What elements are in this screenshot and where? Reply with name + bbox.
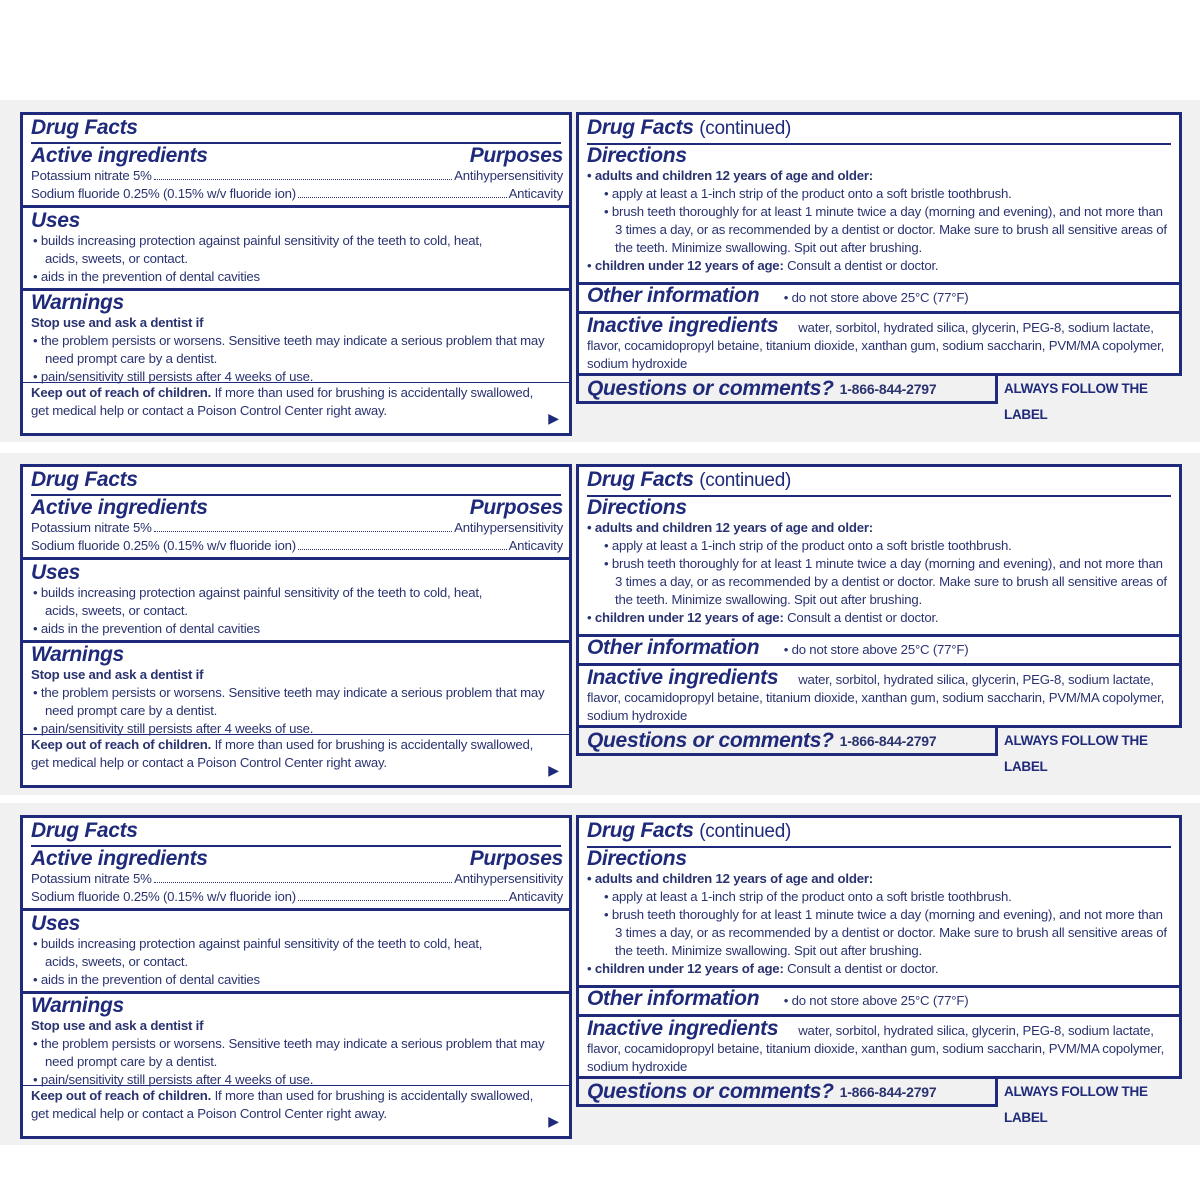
uses-heading: Uses [31, 209, 81, 232]
inactive-ingredients-section [579, 1014, 1179, 1076]
stop-use-heading: Stop use and ask a dentist if [31, 667, 204, 682]
ingredient-row [31, 185, 563, 203]
uses-section [23, 557, 569, 638]
questions-box [576, 1079, 998, 1107]
ingredient-purpose: Antihypersensitivity [454, 520, 563, 535]
ingredient-row [31, 167, 563, 185]
inactive-ingredients-text: Inactive ingredients water, sorbitol, hydrated silica, glycerin, PEG-8, sodium lactate, flavor, cocamidopropyl betaine, titanium dioxide, xanthan gum, sodium saccharin, PVM/MA copolymer, sodium hydroxide [587, 666, 1165, 723]
inactive-ingredients-text: Inactive ingredients water, sorbitol, hydrated silica, glycerin, PEG-8, sodium lactate, flavor, cocamidopropyl betaine, titanium dioxide, xanthan gum, sodium saccharin, PVM/MA copolymer, sodium hydroxide [587, 1017, 1165, 1074]
phone-number: 1-866-844-2797 [839, 1084, 937, 1100]
warning-item: • the problem persists or worsens. Sensitive teeth may indicate a serious problem that may need prompt care by a dentist. [33, 1036, 545, 1069]
adults-heading: • adults and children 12 years of age and older: [587, 871, 873, 886]
questions-row [576, 1079, 1182, 1125]
drug-facts-title: Drug Facts [31, 116, 138, 139]
ingredient-name: Potassium nitrate 5% [31, 871, 152, 886]
questions-row [576, 376, 1182, 422]
uses-item: • aids in the prevention of dental cavities [33, 972, 260, 987]
uses-item: • builds increasing protection against painful sensitivity of the teeth to cold, heat, acids, sweets, or contact. [33, 936, 483, 969]
continued-title-block [579, 117, 1179, 145]
ingredient-purpose: Anticavity [508, 889, 563, 904]
continued-title-block [579, 469, 1179, 497]
other-information-text: • do not store above 25°C (77°F) [783, 642, 969, 657]
ingredient-row [31, 888, 563, 906]
ingredient-purpose: Anticavity [508, 186, 563, 201]
keep-out-text: Keep out of reach of children. If more than used for brushing is accidentally swallowed, get medical help or contact a Poison Control Center right away. [31, 1088, 534, 1121]
other-information-text: • do not store above 25°C (77°F) [783, 290, 969, 305]
children-direction: • children under 12 years of age: Consult a dentist or doctor. [587, 610, 939, 625]
ingredient-name: Sodium fluoride 0.25% (0.15% w/v fluoride ion) [31, 889, 296, 904]
purposes-heading: Purposes [469, 847, 563, 870]
keep-out-text: Keep out of reach of children. If more than used for brushing is accidentally swallowed, get medical help or contact a Poison Control Center right away. [31, 737, 534, 770]
uses-item: • aids in the prevention of dental cavities [33, 621, 260, 636]
inactive-ingredients-heading: Inactive ingredients [587, 314, 779, 337]
other-information-heading: Other information [587, 636, 760, 659]
ingredient-name: Sodium fluoride 0.25% (0.15% w/v fluoride ion) [31, 186, 296, 201]
keep-out-section [23, 382, 569, 420]
questions-heading: Questions or comments? [587, 1080, 834, 1103]
warnings-heading: Warnings [31, 291, 124, 314]
active-ingredients-section [23, 145, 569, 203]
uses-item: • aids in the prevention of dental cavities [33, 269, 260, 284]
always-follow-label: ALWAYS FOLLOW THE LABEL [1004, 733, 1148, 774]
purposes-heading: Purposes [469, 144, 563, 167]
continue-arrow-icon: ▶ [548, 762, 559, 778]
directions-heading: Directions [587, 144, 687, 167]
directions-section [579, 848, 1179, 978]
ingredient-row [31, 537, 563, 555]
stop-use-heading: Stop use and ask a dentist if [31, 1018, 204, 1033]
uses-section [23, 908, 569, 989]
warning-item: • the problem persists or worsens. Sensitive teeth may indicate a serious problem that may need prompt care by a dentist. [33, 333, 545, 366]
drug-facts-continued-panel [576, 815, 1182, 1079]
warning-item: • the problem persists or worsens. Sensitive teeth may indicate a serious problem that may need prompt care by a dentist. [33, 685, 545, 718]
warning-item: • pain/sensitivity still persists after 4 weeks of use. [33, 1072, 314, 1087]
keep-out-section [23, 1085, 569, 1123]
drug-facts-title: Drug Facts [31, 468, 138, 491]
ingredient-row [31, 870, 563, 888]
active-ingredients-section [23, 848, 569, 906]
drug-facts-continued-title: Drug Facts (continued) [587, 819, 791, 842]
direction-item: • apply at least a 1-inch strip of the product onto a soft bristle toothbrush. [604, 186, 1012, 201]
ingredient-purpose: Anticavity [508, 538, 563, 553]
drug-facts-label-copy [0, 112, 1200, 442]
directions-heading: Directions [587, 847, 687, 870]
drug-facts-continued-panel [576, 112, 1182, 376]
inactive-ingredients-section [579, 311, 1179, 373]
inactive-ingredients-heading: Inactive ingredients [587, 666, 779, 689]
active-ingredients-heading: Active ingredients [31, 144, 208, 167]
other-information-heading: Other information [587, 284, 760, 307]
uses-section [23, 205, 569, 286]
drug-facts-panel [20, 464, 572, 788]
active-ingredients-heading: Active ingredients [31, 847, 208, 870]
title-block [23, 469, 569, 496]
continue-arrow-icon: ▶ [548, 1113, 559, 1129]
continued-title-block [579, 820, 1179, 848]
children-direction: • children under 12 years of age: Consult a dentist or doctor. [587, 258, 939, 273]
warning-item: • pain/sensitivity still persists after 4 weeks of use. [33, 721, 314, 736]
questions-row [576, 728, 1182, 774]
active-ingredients-section [23, 497, 569, 555]
drug-facts-continued-panel [576, 464, 1182, 728]
children-direction: • children under 12 years of age: Consult a dentist or doctor. [587, 961, 939, 976]
inactive-ingredients-section [579, 663, 1179, 725]
ingredient-name: Sodium fluoride 0.25% (0.15% w/v fluoride ion) [31, 538, 296, 553]
directions-section [579, 497, 1179, 627]
drug-facts-panel [20, 112, 572, 436]
purposes-heading: Purposes [469, 496, 563, 519]
title-block [23, 820, 569, 847]
warnings-heading: Warnings [31, 643, 124, 666]
direction-item: • apply at least a 1-inch strip of the product onto a soft bristle toothbrush. [604, 889, 1012, 904]
active-ingredients-heading: Active ingredients [31, 496, 208, 519]
inactive-ingredients-heading: Inactive ingredients [587, 1017, 779, 1040]
uses-heading: Uses [31, 912, 81, 935]
inactive-ingredients-text: Inactive ingredients water, sorbitol, hydrated silica, glycerin, PEG-8, sodium lactate, flavor, cocamidopropyl betaine, titanium dioxide, xanthan gum, sodium saccharin, PVM/MA copolymer, sodium hydroxide [587, 314, 1165, 371]
direction-item: • apply at least a 1-inch strip of the product onto a soft bristle toothbrush. [604, 538, 1012, 553]
ingredient-purpose: Antihypersensitivity [454, 168, 563, 183]
other-information-section [579, 634, 1179, 663]
other-information-text: • do not store above 25°C (77°F) [783, 993, 969, 1008]
ingredient-row [31, 519, 563, 537]
drug-facts-label-copy [0, 815, 1200, 1145]
drug-facts-panel [20, 815, 572, 1139]
other-information-section [579, 985, 1179, 1014]
phone-number: 1-866-844-2797 [839, 733, 937, 749]
adults-heading: • adults and children 12 years of age and older: [587, 168, 873, 183]
phone-number: 1-866-844-2797 [839, 381, 937, 397]
adults-heading: • adults and children 12 years of age and older: [587, 520, 873, 535]
questions-heading: Questions or comments? [587, 377, 834, 400]
ingredient-purpose: Antihypersensitivity [454, 871, 563, 886]
uses-item: • builds increasing protection against painful sensitivity of the teeth to cold, heat, acids, sweets, or contact. [33, 585, 483, 618]
drug-facts-continued-title: Drug Facts (continued) [587, 468, 791, 491]
questions-box [576, 376, 998, 404]
ingredient-name: Potassium nitrate 5% [31, 520, 152, 535]
warnings-heading: Warnings [31, 994, 124, 1017]
drug-facts-continued-title: Drug Facts (continued) [587, 116, 791, 139]
uses-heading: Uses [31, 561, 81, 584]
always-follow-label: ALWAYS FOLLOW THE LABEL [1004, 1084, 1148, 1125]
direction-item: • brush teeth thoroughly for at least 1 minute twice a day (morning and evening), and not more than 3 times a day, or as recommended by a dentist or doctor. Make sure to brush all sensitive areas of the teeth. Minimize swallowing. Spit out after brushing. [604, 204, 1167, 255]
other-information-section [579, 282, 1179, 311]
continue-arrow-icon: ▶ [548, 410, 559, 426]
uses-item: • builds increasing protection against painful sensitivity of the teeth to cold, heat, acids, sweets, or contact. [33, 233, 483, 266]
direction-item: • brush teeth thoroughly for at least 1 minute twice a day (morning and evening), and not more than 3 times a day, or as recommended by a dentist or doctor. Make sure to brush all sensitive areas of the teeth. Minimize swallowing. Spit out after brushing. [604, 556, 1167, 607]
keep-out-text: Keep out of reach of children. If more than used for brushing is accidentally swallowed, get medical help or contact a Poison Control Center right away. [31, 385, 534, 418]
stop-use-heading: Stop use and ask a dentist if [31, 315, 204, 330]
ingredient-name: Potassium nitrate 5% [31, 168, 152, 183]
warning-item: • pain/sensitivity still persists after 4 weeks of use. [33, 369, 314, 384]
directions-heading: Directions [587, 496, 687, 519]
other-information-heading: Other information [587, 987, 760, 1010]
title-block [23, 117, 569, 144]
questions-heading: Questions or comments? [587, 729, 834, 752]
directions-section [579, 145, 1179, 275]
warnings-section [23, 991, 569, 1089]
warnings-section [23, 288, 569, 386]
keep-out-section [23, 734, 569, 772]
warnings-section [23, 640, 569, 738]
questions-box [576, 728, 998, 756]
direction-item: • brush teeth thoroughly for at least 1 minute twice a day (morning and evening), and not more than 3 times a day, or as recommended by a dentist or doctor. Make sure to brush all sensitive areas of the teeth. Minimize swallowing. Spit out after brushing. [604, 907, 1167, 958]
drug-facts-label-copy [0, 464, 1200, 794]
drug-facts-title: Drug Facts [31, 819, 138, 842]
always-follow-label: ALWAYS FOLLOW THE LABEL [1004, 381, 1148, 422]
